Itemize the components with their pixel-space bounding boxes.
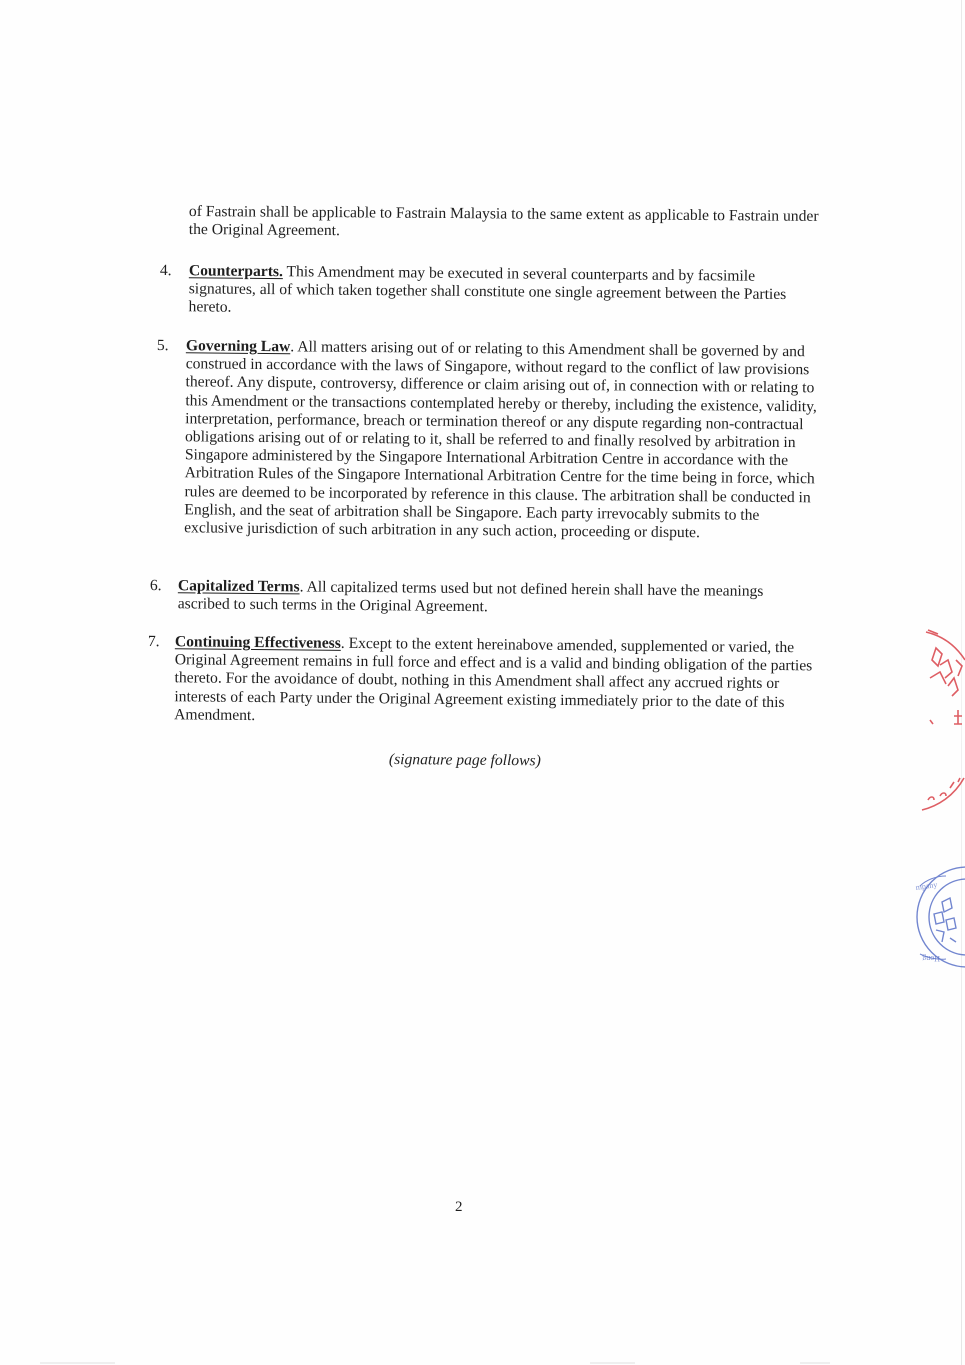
blue-company-seal-partial bbox=[912, 862, 965, 972]
clause-number: 7. bbox=[147, 633, 160, 651]
clause-heading: Capitalized Terms bbox=[177, 577, 300, 596]
scan-artifact-mark bbox=[40, 1362, 115, 1364]
clause-text bbox=[184, 337, 823, 543]
clause-heading: Counterparts. bbox=[188, 262, 283, 281]
clause-body: . All capitalized terms used but not defined herein shall have the meanings ascribed to such terms in the Original Agreement. bbox=[177, 578, 764, 616]
svg-text:Hong: Hong bbox=[922, 954, 940, 963]
red-seal-stamp-partial bbox=[918, 620, 965, 735]
svg-text:mpany: mpany bbox=[915, 880, 938, 892]
scan-artifact-mark bbox=[590, 1362, 635, 1364]
clause-body: . Except to the extent hereinabove amended, supplemented or varied, the Original Agreement remains in full force and effect and is a valid and binding obligation of the parties thereto. For the avoidance of doubt, nothing in this Amendment shall affect any accrued rights or interests of each Party under the Original Agreement existing immediately prior to the date of this Amendment. bbox=[174, 634, 813, 724]
clause-number: 4. bbox=[159, 262, 172, 280]
scan-edge-line bbox=[961, 0, 962, 1365]
red-stamp-arc-partial bbox=[918, 770, 965, 820]
clause-heading: Continuing Effectiveness bbox=[174, 633, 341, 652]
signature-page-note: (signature page follows) bbox=[388, 751, 541, 770]
clause-number: 5. bbox=[156, 337, 169, 355]
intro-paragraph: of Fastrain shall be applicable to Fastrain Malaysia to the same extent as applicable to Fastrain under the Original Agreement. bbox=[188, 203, 819, 240]
clause-body: . All matters arising out of or relating to this Amendment shall be governed by and construed in accordance with the laws of Singapore, without regard to the conflict of law provisions thereof. Any dispute, controversy, difference or claim arising out of, in connection with or relating to this Amendment or the transactions contemplated hereby or thereby, including the existence, validity, interpretation, performance, breach or termination thereof or any dispute regarding non-contractual obligations arising out of or relating to it, shall be referred to and finally resolved by arbitration in Singapore administered by the Singapore International Arbitration Centre in accordance with the Arbitration Rules of the Singapore International Arbitration Centre for the time being in force, which rules are deemed to be incorporated by reference in this clause. The arbitration shall be conducted in English, and the seat of arbitration shall be Singapore. Each party irrevocably submits to the exclusive jurisdiction of such arbitration in any such action, proceeding or dispute. bbox=[184, 338, 817, 542]
page-number: 2 bbox=[455, 1199, 463, 1215]
clause-text bbox=[188, 262, 818, 323]
clause-heading: Governing Law bbox=[185, 337, 291, 356]
scan-artifact-mark bbox=[800, 1362, 830, 1364]
clause-text bbox=[174, 633, 815, 730]
clause-text bbox=[178, 577, 803, 619]
clause-body: This Amendment may be executed in several counterparts and by facsimile signatures, all of which taken together shall constitute one single agreement between the Parties hereto. bbox=[188, 263, 787, 317]
clause-number: 6. bbox=[149, 577, 162, 595]
